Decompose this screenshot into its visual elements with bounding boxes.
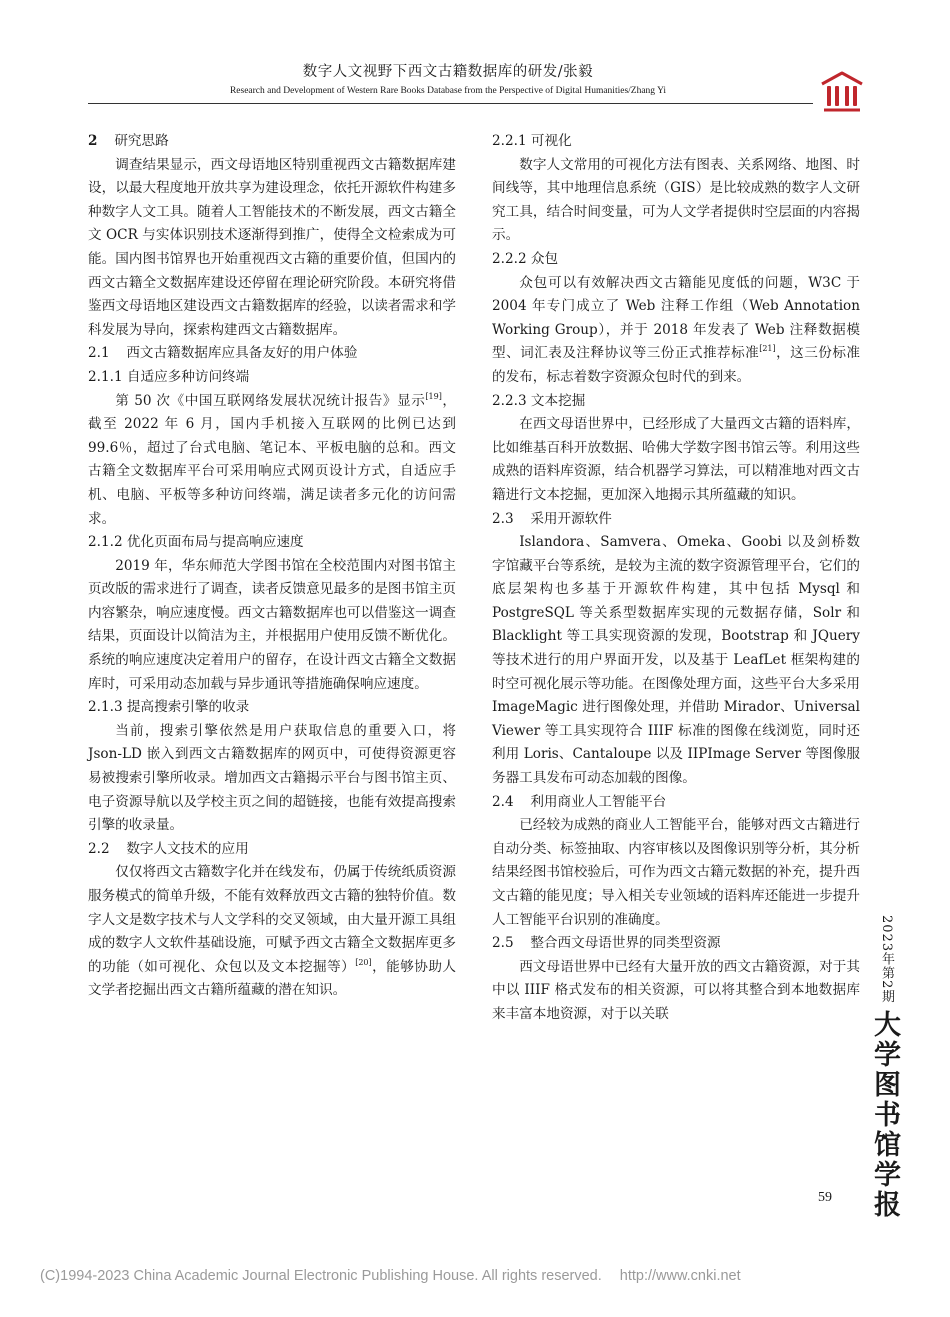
running-header bbox=[88, 62, 808, 100]
right-column bbox=[492, 130, 860, 1027]
subsection-heading: 2.2.3 文本挖掘 bbox=[492, 392, 586, 409]
citation-ref: [19] bbox=[425, 391, 442, 401]
paragraph: 当前，搜索引擎依然是用户获取信息的重要入口，将 Json-LD 嵌入到西文古籍数据库的网页中，可使得资源更容易被搜索引擎所收录。增加西文古籍揭示平台与图书馆主页、电子资源导航以及学校主页之间的超链接，也能有效提高搜索引擎的收录量。 bbox=[88, 722, 456, 834]
paragraph: 数字人文常用的可视化方法有图表、关系网络、地图、时间线等，其中地理信息系统（GIS）是比较成熟的数字人文研究工具，结合时间变量，可为人文学者提供时空层面的内容揭示。 bbox=[492, 156, 860, 244]
paragraph: 在西文母语世界中，已经形成了大量西文古籍的语料库，比如维基百科开放数据、哈佛大学数字图书馆云等。利用这些成熟的语料库资源，结合机器学习算法，可以精准地对西文古籍进行文本挖掘，更加深入地揭示其所蕴藏的知识。 bbox=[492, 416, 860, 503]
section-heading: 2 研究思路 bbox=[88, 133, 169, 149]
issue-label: 2023年第2期 bbox=[879, 915, 894, 1004]
left-column bbox=[88, 130, 456, 1003]
section-heading: 2.2 数字人文技术的应用 bbox=[88, 840, 249, 857]
library-building-icon bbox=[818, 70, 866, 114]
paragraph: 仅仅将西文古籍数字化并在线发布，仍属于传统纸质资源服务模式的简单升级，不能有效释放西文古籍的独特价值。数字人文是数字技术与人文学科的交叉领域，由大量开源工具组成的数字人文软件基础设施，可赋予西文古籍全文数据库更多的功能（如可视化、众包以及文本挖掘等）[20]，能够协助人文学者挖掘出西文古籍所蕴藏的潜在知识。 bbox=[88, 864, 457, 999]
paragraph: 西文母语世界中已经有大量开放的西文古籍资源，对于其中以 IIIF 格式发布的相关资源，可以将其整合到本地数据库来丰富本地资源，对于以关联 bbox=[492, 958, 860, 1022]
subsection-heading: 2.2.2 众包 bbox=[492, 250, 559, 267]
footer bbox=[40, 1268, 910, 1284]
running-title-en: Research and Development of Western Rare Books Database from the Perspective of Digital Humanities/Zhang Yi bbox=[229, 86, 667, 96]
paragraph: 众包可以有效解决西文古籍能见度低的问题，W3C 于 2004 年专门成立了 Web 注释工作组（Web Annotation Working Group），并于 2018 年发表了 Web 注释数据模型、词汇表及注释协议等三份正式推荐标准[21]，这三份标准的发布，标志着数字资源众包时代的到来。 bbox=[492, 274, 861, 385]
section-heading: 2.5 整合西文母语世界的同类型资源 bbox=[492, 935, 721, 952]
journal-name: 大学图书馆学报 bbox=[869, 1010, 900, 1220]
running-title-zh: 数字人文视野下西文古籍数据库的研发/张毅 bbox=[302, 64, 594, 80]
subsection-heading: 2.2.1 可视化 bbox=[492, 133, 572, 149]
subsection-heading: 2.1.3 提高搜索引擎的收录 bbox=[88, 699, 250, 716]
section-heading: 2.3 采用开源软件 bbox=[492, 510, 612, 527]
header-rule bbox=[88, 103, 813, 104]
subsection-heading: 2.1.2 优化页面布局与提高响应速度 bbox=[88, 534, 304, 551]
section-heading: 2.1 西文古籍数据库应具备友好的用户体验 bbox=[88, 345, 358, 362]
subsection-heading: 2.1.1 自适应多种访问终端 bbox=[88, 368, 250, 385]
footer-url[interactable]: http://www.cnki.net bbox=[619, 1268, 741, 1284]
citation-ref: [20] bbox=[355, 957, 372, 967]
copyright-text: (C)1994-2023 China Academic Journal Electronic Publishing House. All rights reserved. bbox=[40, 1268, 602, 1284]
paragraph: Islandora、Samvera、Omeka、Goobi 以及剑桥数字馆藏平台等系统，是较为主流的数字资源管理平台，它们的底层架构也多基于开源软件构建，其中包括 Mysql 和 PostgreSQL 等关系型数据库实现的元数据存储，Solr 和 Blacklight 等工具实现资源的发现，Bootstrap 和 JQuery 等技术进行的用户界面开发，以及基于 LeafLet 框架构建的时空可视化展示等功能。在图像处理方面，这些平台大多采用 ImageMagic 进行图像处理，并借助 Mirador、Universal Viewer 等工具实现符合 IIIF 标准的图像在线浏览，同时还利用 Loris、Cantaloupe 以及 IIPImage Server 等图像服务器工具发布可动态加载的图像。 bbox=[492, 534, 860, 787]
paragraph: 2019 年，华东师范大学图书馆在全校范围内对图书馆主页改版的需求进行了调查，读者反馈意见最多的是图书馆主页内容繁杂，响应速度慢。西文古籍数据库也可以借鉴这一调查结果，页面设计以简洁为主，并根据用户使用反馈不断优化。系统的响应速度决定着用户的留存，在设计西文古籍全文数据库时，可采用动态加载与异步通讯等措施确保响应速度。 bbox=[88, 557, 456, 692]
section-heading: 2.4 利用商业人工智能平台 bbox=[492, 793, 667, 810]
paragraph: 第 50 次《中国互联网络发展状况统计报告》显示[19]，截至 2022 年 6 月，国内手机接入互联网的比例已达到 99.6％，超过了台式电脑、笔记本、平板电脑的总和。西文古籍全文数据库平台可采用响应式网页设计方式，自适应手机、电脑、平板等多种访问终端，满足读者多元化的访问需求。 bbox=[88, 391, 456, 527]
paragraph: 调查结果显示，西文母语地区特别重视西文古籍数据库建设，以最大程度地开放共享为建设理念，依托开源软件构建多种数字人文工具。随着人工智能技术的不断发展，西文古籍全文 OCR 与实体识别技术逐渐得到推广，使得全文检索成为可能。国内图书馆界也开始重视西文古籍的重要价值，但国内的西文古籍全文数据库建设还停留在理论研究阶段。本研究将借鉴西文母语地区建设西文古籍数据库的经验，以读者需求和学科发展为导向，探索构建西文古籍数据库。 bbox=[88, 156, 456, 338]
citation-ref: [21] bbox=[759, 344, 776, 354]
paragraph: 已经较为成熟的商业人工智能平台，能够对西文古籍进行自动分类、标签抽取、内容审核以及图像识别等分析，其分析结果经图书馆校验后，可作为西文古籍元数据的补充，提升西文古籍的能见度；导入相关专业领域的语料库还能进一步提升人工智能平台识别的准确度。 bbox=[492, 817, 860, 928]
page-number: 59 bbox=[818, 1190, 832, 1205]
